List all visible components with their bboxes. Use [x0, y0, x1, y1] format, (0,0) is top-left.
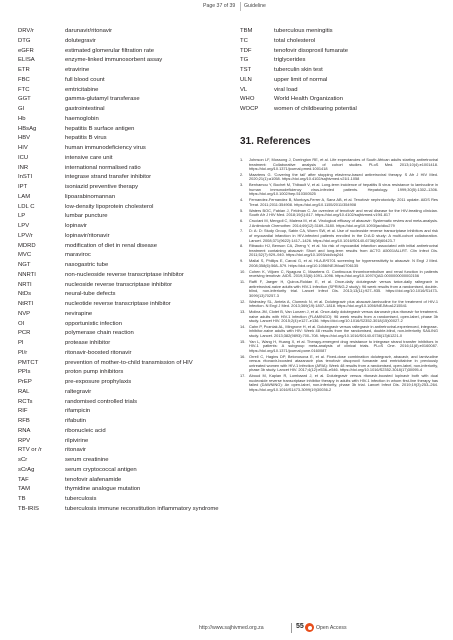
abbreviation-term: sCr: [18, 457, 28, 463]
reference-text: Maartens G. 'Covering the tail' after stopping efavirenz-based antiretroviral therapy. S Afr J HIV Med. 2020;21(1):a1058. https://doi.org/10.4102/sajhivmed.v21i1.1058: [249, 171, 438, 182]
abbreviation-meaning: ritonavir: [65, 447, 86, 454]
abbreviation-meaning: polymerase chain reaction: [65, 330, 134, 337]
reference-text: Raffi F, Jaeger H, Quiros-Roldan E, et al. Once-daily dolutegravir versus twice-daily raltegravir in antiretroviral-naive adults with HIV-1 infection (SPRING-2 study): 96 week results from a randomised, double-blind, non-inferiority trial. Lancet Infect Dis. 2013;13(11):927–935. https://doi.org/10.1016/S1473-3099(13)70257-3: [249, 279, 438, 298]
references-heading: 31. References: [240, 136, 311, 147]
abbreviation-term: PPIs: [18, 369, 31, 376]
abbreviation-term: NGT: [18, 262, 31, 268]
abbreviation-term: ELISA: [18, 57, 35, 64]
abbreviation-meaning: serum creatinine: [65, 457, 109, 463]
reference-text: Cahn P, Pozniak AL, Mingrone H, et al. Dolutegravir versus raltegravir in antiretroviral-experienced, integrase-inhibitor-naive adults with HIV: Week 48 results from the randomised, double-blind, non-inferiority SAILING study. Lancet. 2013;382(9893):700–708. https://doi.org/10.1016/S0140-6736(13)61221-0: [249, 323, 438, 338]
abbreviation-row: [18, 339, 223, 349]
abbreviation-term: InSTI: [18, 174, 33, 181]
reference-item: [240, 340, 438, 354]
guideline-label: Guideline: [244, 3, 266, 9]
reference-text: Cruciani M, Mengoli C, Malena M, et al. Virological efficacy of abacavir: Systematic review and meta-analysis. J Antimicrob Chemother. 2014;69(12):3169–3180. https://doi.org/10.1093/jac/dku279: [249, 218, 438, 228]
abbreviation-row: [18, 329, 223, 339]
abbreviation-meaning: haemoglobin: [65, 115, 99, 122]
reference-item: [240, 244, 438, 258]
abbreviation-meaning: low-density lipoprotein cholesterol: [65, 203, 154, 210]
abbreviation-term: LPV/r: [18, 232, 33, 239]
reference-number: 13.: [240, 308, 246, 314]
reference-text: Walmsley SL, Antela A, Clumeck N, et al. Dolutegravir plus abacavir-lamivudine for the treatment of HIV-1 infection. N Engl J Med. 2013;369(19):1807–1818. https://doi.org/10.1056/NEJMoa1215541: [249, 298, 438, 309]
abbreviation-row: [18, 261, 223, 271]
reference-item: [240, 280, 438, 298]
reference-number: 8.: [240, 243, 244, 249]
reference-number: 6.: [240, 218, 244, 224]
abbreviation-row: [18, 378, 223, 388]
abbreviation-meaning: nevirapine: [65, 310, 93, 317]
abbreviation-term: PI: [18, 340, 24, 346]
abbreviation-row: [18, 144, 223, 154]
abbreviation-row: [18, 349, 223, 359]
abbreviation-row: [18, 242, 223, 252]
abbreviation-meaning: estimated glomerular filtration rate: [65, 47, 155, 54]
abbreviation-row: [240, 86, 440, 96]
abbreviation-term: RFB: [18, 418, 30, 424]
open-access-icon: [305, 623, 314, 632]
reference-number: 11.: [240, 279, 246, 285]
reference-number: 10.: [240, 268, 246, 274]
abbreviation-row: [18, 476, 223, 486]
abbreviation-term: ULN: [240, 76, 252, 83]
abbreviation-meaning: proton pump inhibitors: [65, 369, 124, 376]
abbreviation-meaning: dolutegravir: [65, 37, 96, 44]
abbreviation-meaning: nucleoside reverse transcriptase inhibitor: [65, 281, 173, 288]
abbreviation-meaning: nucleotide reverse transcriptase inhibitor: [65, 301, 171, 307]
reference-item: [240, 310, 438, 324]
abbreviation-row: [18, 281, 223, 291]
abbreviation-term: NVP: [18, 310, 31, 317]
abbreviation-meaning: opportunistic infection: [65, 320, 122, 327]
abbreviation-row: [240, 27, 440, 37]
abbreviation-term: TC: [240, 37, 248, 44]
page-header: [0, 0, 453, 14]
abbreviation-meaning: total cholesterol: [274, 37, 316, 44]
footer-divider: [291, 623, 292, 633]
abbreviation-row: [18, 212, 223, 222]
reference-item: [240, 158, 438, 172]
reference-text: Aboud M, Kaplan R, Lombaard J, et al. Dolutegravir versus ritonavir-boosted lopinavir both with dual nucleoside reverse transcriptase inhibitor therapy in adults with HIV-1 infection in whom first-line therapy has failed (DAWNING): An open-label, non-inferiority, phase 3b trial. Lancet Infect Dis. 2019;19(3):253–264. https://doi.org/10.1016/S1473-3099(19)30036-2: [249, 373, 438, 392]
abbreviation-term: TG: [240, 57, 249, 64]
reference-item: [240, 270, 438, 279]
abbreviation-term: LAM: [18, 193, 31, 200]
abbreviation-meaning: raltegravir: [65, 388, 92, 395]
abbreviation-term: FTC: [18, 86, 30, 93]
abbreviation-row: [18, 495, 223, 505]
abbreviation-meaning: human immunodeficiency virus: [65, 145, 146, 151]
abbreviation-row: [18, 76, 223, 86]
reference-number: 9.: [240, 258, 244, 264]
abbreviation-term: HBV: [18, 135, 31, 142]
abbreviation-term: PI/r: [18, 349, 28, 356]
abbreviation-row: [18, 310, 223, 320]
abbreviation-row: [18, 407, 223, 417]
reference-item: [240, 300, 438, 309]
abbreviation-row: [18, 251, 223, 261]
abbreviation-row: [18, 105, 223, 115]
abbreviation-term: DTG: [18, 37, 31, 44]
abbreviation-term: WOCP: [240, 106, 259, 112]
abbreviation-row: [18, 368, 223, 378]
reference-number: 7.: [240, 228, 244, 234]
abbreviation-term: LPV: [18, 223, 30, 229]
abbreviation-row: [18, 485, 223, 495]
abbreviation-row: [18, 271, 223, 281]
abbreviation-meaning: women of childbearing potential: [274, 106, 357, 112]
abbreviation-term: NtRTI: [18, 301, 34, 307]
abbreviation-term: NtDs: [18, 291, 32, 298]
reference-number: 17.: [240, 373, 246, 379]
abbreviation-row: [18, 115, 223, 125]
abbreviations-right-column: [240, 27, 440, 115]
abbreviation-term: FBC: [18, 76, 30, 83]
abbreviation-term: ETR: [18, 67, 30, 73]
abbreviation-term: TB-IRIS: [18, 505, 39, 512]
reference-item: [240, 173, 438, 182]
abbreviation-row: [18, 290, 223, 300]
abbreviation-row: [18, 203, 223, 213]
abbreviation-meaning: thymidine analogue mutation: [65, 486, 141, 493]
reference-number: 4.: [240, 197, 244, 203]
abbreviation-row: [18, 86, 223, 96]
abbreviation-row: [18, 66, 223, 76]
reference-item: [240, 183, 438, 197]
reference-text: Orrell C, Hagins DP, Belonosova E, et al. Fixed-dose combination dolutegravir, abacavir, and lamivudine versus ritonavir-boosted atazanavir plus tenofovir disoproxil fumarate and emtricitabine in previously untreated women with HIV-1 infection (ARIA): Week 48 results from a randomised, open-label, non-inferiority, phase 3b study. Lancet HIV. 2017;4(12):e536–e546. https://doi.org/10.1016/S2352-3018(17)30095-4: [249, 353, 438, 373]
abbreviation-term: eGFR: [18, 47, 34, 54]
abbreviation-row: [18, 232, 223, 242]
abbreviation-row: [18, 320, 223, 330]
abbreviation-meaning: international normalised ratio: [65, 164, 141, 171]
abbreviation-term: VL: [240, 86, 248, 93]
abbreviation-term: sCrAg: [18, 466, 35, 473]
abbreviation-term: LP: [18, 213, 26, 220]
abbreviation-row: [18, 47, 223, 57]
reference-item: [240, 209, 438, 218]
abbreviation-meaning: modification of diet in renal disease: [65, 242, 158, 249]
abbreviation-meaning: ritonavir-boosted ritonavir: [65, 349, 132, 356]
abbreviation-row: [240, 105, 440, 115]
reference-text: Ribaudo HJ, Benson CA, Zheng Y, et al. No risk of myocardial infarction associated with initial antiretroviral treatment containing abacavir: Short and long-term results from ACTG A5001/ALLRT. Clin Infect Dis. 2011;52(7):929–940. https://doi.org/10.1093/cid/ciq244: [249, 243, 438, 258]
abbreviation-meaning: protease inhibitor: [65, 340, 111, 346]
abbreviation-row: [18, 388, 223, 398]
abbreviation-term: HBsAg: [18, 125, 37, 132]
abbreviation-meaning: serum cryptococcal antigen: [65, 466, 137, 473]
abbreviation-term: RPV: [18, 437, 31, 444]
abbreviation-term: TAM: [18, 486, 30, 493]
abbreviation-meaning: prevention of mother-to-child transmission of HIV: [65, 359, 193, 366]
abbreviation-meaning: rifampicin: [65, 408, 91, 415]
abbreviation-row: [18, 27, 223, 37]
abbreviation-term: PrEP: [18, 379, 32, 385]
reference-item: [240, 229, 438, 243]
abbreviation-meaning: tenofovir alafenamide: [65, 476, 122, 483]
abbreviation-term: RIF: [18, 408, 28, 415]
abbreviation-row: [18, 173, 223, 183]
abbreviation-row: [240, 56, 440, 66]
abbreviation-row: [18, 427, 223, 437]
reference-item: [240, 325, 438, 339]
abbreviation-meaning: hepatitis B virus: [65, 135, 107, 142]
abbreviation-meaning: emtricitabine: [65, 86, 99, 93]
abbreviation-row: [240, 37, 440, 47]
abbreviation-row: [18, 37, 223, 47]
abbreviation-meaning: nasogastric tube: [65, 262, 109, 268]
abbreviation-meaning: neural-tube defects: [65, 291, 116, 298]
abbreviation-meaning: ribonucleic acid: [65, 427, 106, 434]
abbreviation-row: [240, 95, 440, 105]
abbreviation-row: [18, 164, 223, 174]
page-number: 55: [296, 623, 304, 630]
reference-text: D: A: D: Study Group, Sabin CA, Worm SW, et al. Use of nucleoside reverse transcriptase inhibitors and risk of myocardial infarction in HIV-infected patients enrolled in the D:A:D study: A multi-cohort collaboration. Lancet. 2008;371(9622):1417–1426. https://doi.org/10.1016/S0140-6736(08)60423-7: [249, 228, 438, 243]
abbreviation-meaning: tuberculous meningitis: [274, 28, 333, 34]
abbreviation-row: [18, 193, 223, 203]
abbreviation-meaning: lopinavir: [65, 223, 87, 229]
reference-number: 5.: [240, 207, 244, 213]
reference-text: Mallal S, Phillips E, Carosi G, et al. HLA-B*5701 screening for hypersensitivity to abacavir. N Engl J Med. 2008;358(6):568–579. https://doi.org/10.1056/NEJMoa0706135: [249, 258, 438, 268]
reference-number: 2.: [240, 171, 244, 177]
abbreviation-meaning: full blood count: [65, 76, 105, 83]
references-list: [240, 158, 438, 394]
reference-text: Benhamou Y, Bochet M, Thibault V, et al. Long-term incidence of hepatitis B virus resistance to lamivudine in human immunodeficiency virus-infected patients. Hepatology. 1999;30(5):1302–1306. https://doi.org/10.1002/hep.510300525: [249, 182, 438, 197]
reference-number: 1.: [240, 157, 244, 162]
reference-item: [240, 219, 438, 228]
abbreviation-term: RCTs: [18, 398, 33, 405]
abbreviation-term: TDF: [240, 47, 252, 54]
page-footer: [0, 621, 453, 637]
reference-number: 12.: [240, 298, 246, 304]
reference-text: Johnson LF, Mossong J, Dorrington RE, et al. Life expectancies of South African adults starting antiretroviral treatment: Collaborative analysis of cohort studies. PLoS Med. 2013;10(4):e1001418. https://doi.org/10.1371/journal.pmed.1001418: [249, 157, 438, 172]
abbreviation-term: WHO: [240, 96, 255, 103]
abbreviation-row: [18, 505, 223, 515]
abbreviation-row: [18, 446, 223, 456]
abbreviation-meaning: World Health Organization: [274, 96, 343, 103]
abbreviation-term: NRTI: [18, 281, 32, 288]
abbreviation-row: [18, 183, 223, 193]
reference-number: 15.: [240, 338, 246, 344]
abbreviation-term: TBM: [240, 28, 253, 34]
reference-text: Molina JM, Clotet B, Van Lunzen J, et al. Once-daily dolutegravir versus darunavir plus ritonavir for treatment-naive adults with HIV-1 infection (FLAMINGO): 96 week results from a randomised, open-label, phase 3b study. Lancet HIV. 2015;2(4):e127–e136. https://doi.org/10.1016/S2352-3018(15)00027-2: [249, 308, 438, 324]
abbreviation-term: NNRTI: [18, 271, 36, 278]
abbreviation-term: GGT: [18, 96, 31, 103]
abbreviation-term: ICU: [18, 154, 29, 161]
abbreviation-term: RAL: [18, 388, 30, 395]
abbreviation-row: [18, 300, 223, 310]
abbreviation-row: [18, 154, 223, 164]
abbreviation-meaning: triglycerides: [274, 57, 306, 64]
abbreviation-meaning: non-nucleoside reverse transcriptase inhibitor: [65, 271, 184, 278]
abbreviation-term: IPT: [18, 184, 28, 190]
abbreviation-row: [18, 466, 223, 476]
abbreviation-row: [18, 359, 223, 369]
open-access-label: Open Access: [316, 625, 347, 631]
abbreviation-row: [18, 56, 223, 66]
abbreviation-row: [240, 47, 440, 57]
abbreviation-meaning: lipoarabinomannan: [65, 193, 116, 200]
abbreviation-row: [18, 456, 223, 466]
abbreviation-meaning: lumbar puncture: [65, 213, 108, 220]
abbreviation-row: [240, 66, 440, 76]
header-divider: [240, 2, 241, 11]
reference-number: 14.: [240, 323, 246, 329]
abbreviation-meaning: rilpivirine: [65, 437, 89, 444]
reference-item: [240, 355, 438, 373]
abbreviation-term: RTV or /r: [18, 447, 42, 454]
abbreviation-row: [18, 437, 223, 447]
abbreviation-term: INR: [18, 164, 29, 171]
reference-item: [240, 374, 438, 392]
journal-url-link[interactable]: http://www.sajhivmed.org.za: [199, 625, 264, 631]
abbreviation-term: PCR: [18, 330, 31, 337]
abbreviation-term: HIV: [18, 145, 28, 151]
abbreviation-meaning: integrase strand transfer inhibitor: [65, 174, 152, 181]
abbreviation-term: Hb: [18, 115, 26, 122]
abbreviation-meaning: hepatitis B surface antigen: [65, 125, 135, 132]
abbreviation-meaning: tuberculosis immune reconstitution inflammatory syndrome: [65, 505, 219, 512]
abbreviation-term: RNA: [18, 427, 31, 434]
abbreviation-term: TB: [18, 496, 26, 502]
abbreviation-meaning: enzyme-linked immunosorbent assay: [65, 57, 163, 64]
reference-number: 16.: [240, 353, 246, 359]
abbreviation-row: [18, 222, 223, 232]
abbreviation-meaning: viral load: [274, 86, 298, 93]
abbreviation-meaning: rifabutin: [65, 418, 86, 424]
abbreviation-term: PMTCT: [18, 359, 39, 366]
abbreviation-term: GI: [18, 106, 25, 112]
reference-text: Waters BOC, Fabian J, Feldman C. An overview of tenofovir and renal disease for the HIV-treating clinician. South Afr J HIV Med. 2018;19(1):817. https://doi.org/10.4102/sajhivmed.v19i1.817: [249, 207, 438, 218]
abbreviation-row: [18, 134, 223, 144]
reference-text: Fernandez-Fernandez B, Montoya-Ferrer A, Sanz AB, et al. Tenofovir nephrotoxicity: 2011 update. AIDS Res Treat. 2011;2011:354908. https://doi.org/10.1155/2011/354908: [249, 197, 438, 207]
abbreviation-row: [18, 125, 223, 135]
abbreviation-meaning: tuberculin skin test: [274, 67, 323, 73]
abbreviation-meaning: isoniazid preventive therapy: [65, 184, 139, 190]
abbreviation-term: TAF: [18, 476, 29, 483]
abbreviation-meaning: etravirine: [65, 67, 90, 73]
page-label: Page 37 of 39: [203, 3, 236, 9]
abbreviation-term: MDRD: [18, 242, 36, 249]
abbreviation-term: DRV/r: [18, 28, 34, 34]
abbreviation-meaning: tuberculosis: [65, 496, 97, 502]
abbreviation-meaning: randomised controlled trials: [65, 398, 138, 405]
abbreviation-row: [18, 398, 223, 408]
reference-item: [240, 259, 438, 268]
abbreviation-row: [18, 417, 223, 427]
abbreviation-meaning: maraviroc: [65, 252, 91, 259]
abbreviation-meaning: tenofovir disoproxil fumarate: [274, 47, 348, 54]
abbreviations-left-column: [18, 27, 223, 515]
abbreviation-term: MVC: [18, 252, 32, 259]
reference-item: [240, 198, 438, 207]
abbreviation-meaning: pre-exposure prophylaxis: [65, 379, 132, 385]
abbreviation-meaning: lopinavir/ritonavir: [65, 232, 110, 239]
abbreviation-term: LDL C: [18, 203, 35, 210]
abbreviation-meaning: upper limit of normal: [274, 76, 328, 83]
abbreviation-row: [18, 95, 223, 105]
abbreviation-term: OI: [18, 320, 25, 327]
reference-text: Yan L, Wang H, Huang X, et al. Therapy-emergent drug resistance to integrase strand transfer inhibitors in HIV-1 patients: A subgroup meta-analysis of clinical trials. PLoS One. 2016;11(8):e0160087. https://doi.org/10.1371/journal.pone.0160087: [249, 338, 438, 353]
abbreviation-meaning: gastrointestinal: [65, 106, 105, 112]
abbreviation-term: TST: [240, 67, 252, 73]
abbreviation-meaning: darunavir/ritonavir: [65, 28, 113, 34]
reference-text: Cohen K, Viljoen C, Nyagura C, Maartens G. Continuous thromboembolism and renal function in patients receiving tenofovir. AIDS. 2019;33(6):1091–1096. https://doi.org/10.1097/QAD.0000000000002156: [249, 268, 438, 279]
abbreviation-row: [240, 76, 440, 86]
abbreviation-meaning: gamma-glutamyl transferase: [65, 96, 140, 103]
reference-number: 3.: [240, 182, 244, 188]
abbreviation-meaning: intensive care unit: [65, 154, 113, 161]
